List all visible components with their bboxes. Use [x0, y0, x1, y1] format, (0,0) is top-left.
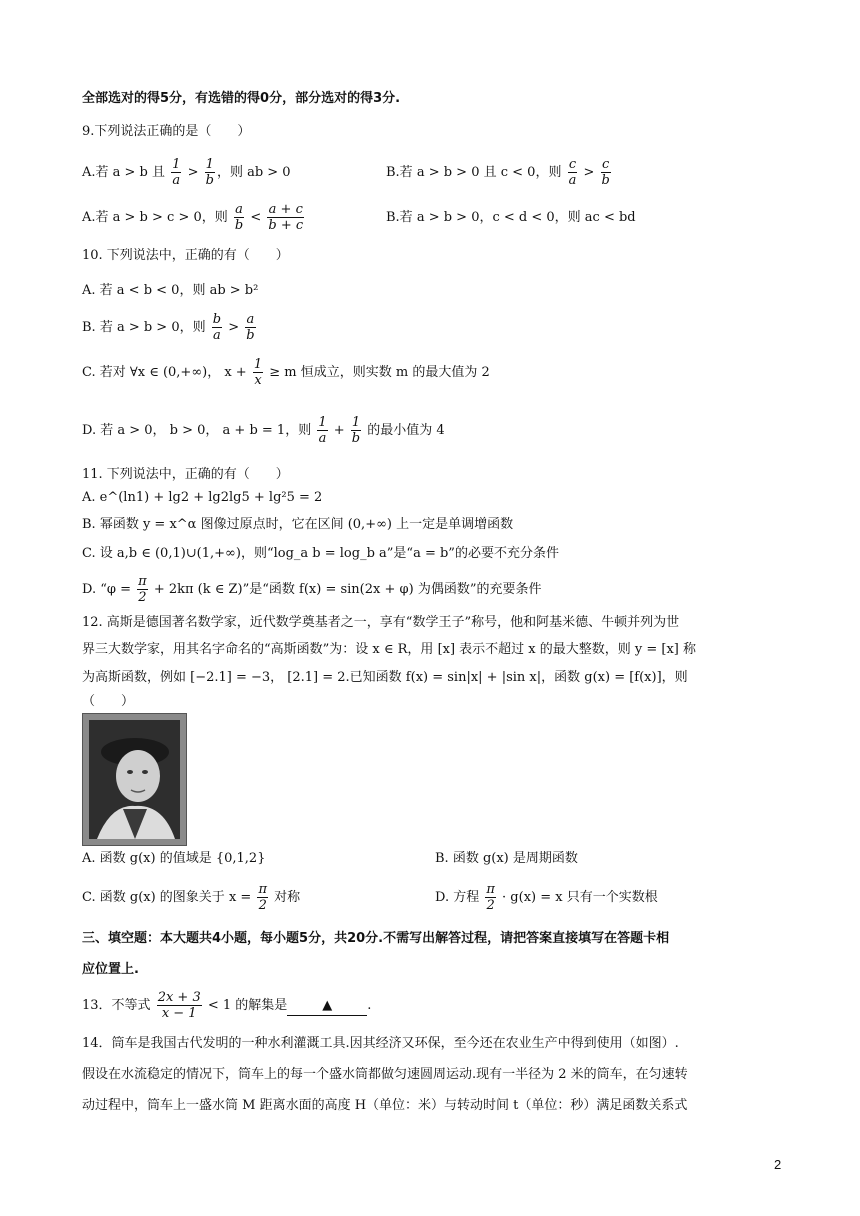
q10-option-d: D. 若 a > 0， b > 0， a + b = 1，则 $\frac{1}{a}$ + $\frac{1}{b}$ 的最小值为 4: [82, 415, 445, 446]
q12-option-b: B. 函数 g(x) 是周期函数: [435, 851, 578, 866]
fraction-c-over-b: $\frac{c}{b}$: [601, 157, 610, 188]
q11-option-b: B. 幂函数 y = x^α 图像过原点时，它在区间 (0,+∞) 上一定是单调增函数: [82, 517, 514, 532]
q14-text-line1: 14．筒车是我国古代发明的一种水利灌溉工具.因其经济又环保，至今还在农业生产中得到使用（如图）.: [82, 1036, 679, 1051]
fraction-b-over-a: $\frac{b}{a}$: [212, 312, 222, 343]
q12-text-line2: 界三大数学家，用其名字命名的“高斯函数”为：设 x ∈ R，用 [x] 表示不超过 x 的最大整数，则 y = [x] 称: [82, 642, 697, 657]
fraction-1-over-b: $\frac{1}{b}$: [205, 157, 214, 188]
q11-option-d: D. “φ = $\frac{\pi}{2}$ + 2kπ (k ∈ Z)”是“函数 f(x) = sin(2x + φ) 为偶函数”的充要条件: [82, 574, 542, 605]
fraction-pi-over-2: $\frac{\pi}{2}$: [138, 574, 147, 605]
q10-option-a: A. 若 a < b < 0，则 ab > b²: [82, 283, 259, 298]
portrait-drawing: [83, 714, 186, 845]
fraction-c-over-a: $\frac{c}{a}$: [568, 157, 577, 188]
fraction-pi-over-2: $\frac{\pi}{2}$: [486, 882, 495, 913]
section3-heading-line1: 三、填空题：本大题共4小题，每小题5分，共20分.不需写出解答过程，请把答案直接填写在答题卡相: [82, 931, 670, 946]
q14-text-line3: 动过程中，筒车上一盛水筒 M 距离水面的高度 H（单位：米）与转动时间 t（单位：秒）满足函数关系式: [82, 1098, 688, 1113]
q11-option-c: C. 设 a,b ∈ (0,1)∪(1,+∞)，则“log_a b = log_b a”是“a = b”的必要不充分条件: [82, 546, 559, 561]
q9-stem: 9.下列说法正确的是（ ）: [82, 124, 251, 139]
q12-option-c: C. 函数 g(x) 的图象关于 x = $\frac{\pi}{2}$ 对称: [82, 882, 301, 913]
q12-text-line3: 为高斯函数，例如 [−2.1] = −3， [2.1] = 2.已知函数 f(x) = sin|x| + |sin x|，函数 g(x) = [f(x)]，则: [82, 670, 688, 685]
fraction-1-over-x: $\frac{1}{x}$: [253, 357, 263, 388]
answer-blank: ▲: [287, 997, 367, 1016]
fraction-apc-over-bpc: $\frac{a + c}{b + c}$: [268, 202, 304, 233]
q12-text-line4: （ ）: [82, 694, 135, 709]
q12-text-line1: 12. 高斯是德国著名数学家，近代数学奠基者之一，享有“数学王子”称号，他和阿基米德、牛顿并列为世: [82, 615, 680, 630]
q10-stem: 10. 下列说法中，正确的有（ ）: [82, 248, 289, 263]
q12-option-a: A. 函数 g(x) 的值域是 {0,1,2}: [82, 851, 266, 866]
section-scoring-note: 全部选对的得5分，有选错的得0分，部分选对的得3分.: [82, 91, 401, 106]
q9-option-b2: B.若 a > b > 0，c < d < 0，则 ac < bd: [386, 210, 636, 225]
q12-option-d: D. 方程 $\frac{\pi}{2}$ · g(x) = x 只有一个实数根: [435, 882, 658, 913]
q11-option-a: A. e^(ln1) + lg2 + lg2lg5 + lg²5 = 2: [82, 490, 323, 505]
q9-option-a1: A.若 a > b 且 $\frac{1}{a}$ > $\frac{1}{b}$ ，则 ab > 0: [82, 157, 291, 188]
fraction-1-over-a: $\frac{1}{a}$: [172, 157, 181, 188]
section3-heading-line2: 应位置上.: [82, 962, 139, 977]
fraction-pi-over-2: $\frac{\pi}{2}$: [258, 882, 267, 913]
q9-option-b1: B.若 a > b > 0 且 c < 0，则 $\frac{c}{a}$ > $\frac{c}{b}$: [386, 157, 610, 188]
q14-text-line2: 假设在水流稳定的情况下，筒车上的每一个盛水筒都做匀速圆周运动.现有一半径为 2 米的筒车，在匀速转: [82, 1067, 688, 1082]
q13-line: 13．不等式 $\frac{2x + 3}{x - 1}$ < 1 的解集是 ▲ .: [82, 990, 372, 1021]
gauss-portrait-image: [82, 713, 187, 846]
q9-option-a2: A.若 a > b > c > 0，则 $\frac{a}{b}$ < $\frac{a + c}{b + c}$: [82, 202, 304, 233]
fraction-1-over-a: $\frac{1}{a}$: [318, 415, 327, 446]
q10-option-c: C. 若对 ∀x ∈ (0,+∞)， x + $\frac{1}{x}$ ≥ m 恒成立，则实数 m 的最大值为 2: [82, 357, 490, 388]
fraction-1-over-b: $\frac{1}{b}$: [351, 415, 361, 446]
q11-stem: 11. 下列说法中，正确的有（ ）: [82, 467, 289, 482]
fraction-q13: $\frac{2x + 3}{x - 1}$: [157, 990, 201, 1021]
page-number: 2: [774, 1157, 782, 1172]
fraction-a-over-b: $\frac{a}{b}$: [234, 202, 244, 233]
fraction-a-over-b: $\frac{a}{b}$: [246, 312, 255, 343]
q10-option-b: B. 若 a > b > 0，则 $\frac{b}{a}$ > $\frac{a}{b}$: [82, 312, 255, 343]
